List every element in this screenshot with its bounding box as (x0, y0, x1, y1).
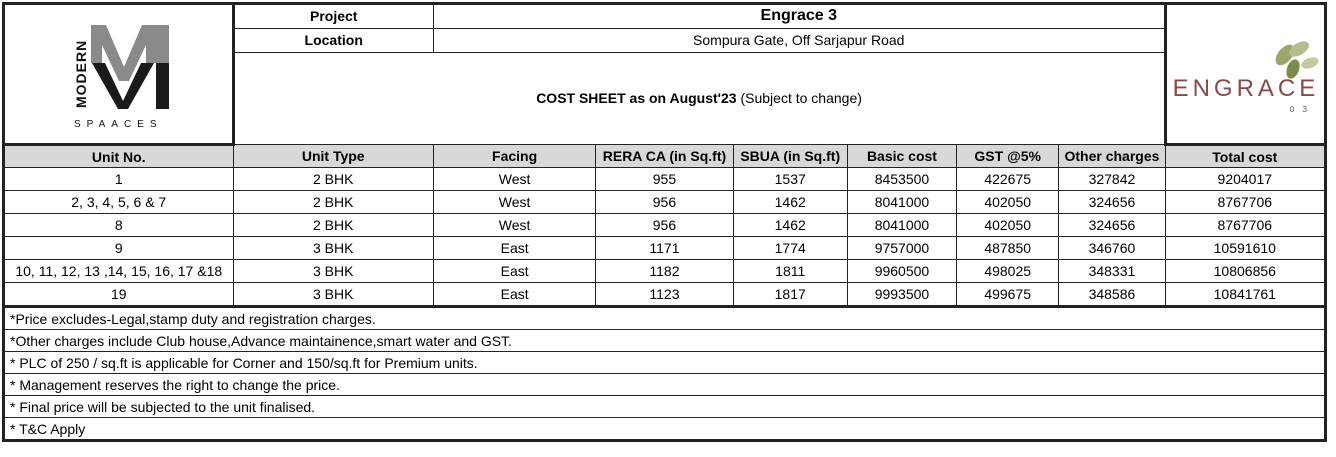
cell-gst: 487850 (957, 237, 1059, 260)
cost-sheet-table (2, 2, 1327, 442)
cell-total-cost: 10806856 (1165, 260, 1325, 283)
modern-spaaces-logo (4, 4, 234, 145)
cell-other-charges: 324656 (1059, 214, 1165, 237)
cell-basic-cost: 9757000 (847, 237, 956, 260)
location-label: Location (233, 28, 433, 52)
cell-total-cost: 9204017 (1165, 168, 1325, 191)
cell-total-cost: 10841761 (1165, 283, 1325, 307)
table-row (4, 283, 1326, 307)
cell-sbua: 1811 (733, 260, 847, 283)
cell-unit-no: 8 (4, 214, 234, 237)
col-facing: Facing (433, 145, 595, 168)
location-value: Sompura Gate, Off Sarjapur Road (433, 28, 1165, 52)
cost-sheet-title-note: (Subject to change) (736, 90, 862, 107)
cost-sheet-title-bold: COST SHEET as on August'23 (536, 90, 737, 107)
cell-unit-no: 9 (4, 237, 234, 260)
cell-sbua: 1774 (733, 237, 847, 260)
cell-total-cost: 10591610 (1165, 237, 1325, 260)
table-row (4, 168, 1326, 191)
column-header-row (4, 145, 1326, 168)
cell-other-charges: 324656 (1059, 191, 1165, 214)
col-total-cost: Total cost (1165, 145, 1325, 168)
cell-total-cost: 8767706 (1165, 191, 1325, 214)
cell-sbua: 1537 (733, 168, 847, 191)
engrace-logo (1165, 4, 1325, 145)
cell-other-charges: 346760 (1059, 237, 1165, 260)
col-sbua: SBUA (in Sq.ft) (733, 145, 847, 168)
cell-gst: 402050 (957, 191, 1059, 214)
cell-unit-no: 10, 11, 12, 13 ,14, 15, 16, 17 &18 (4, 260, 234, 283)
cell-rera-ca: 1182 (596, 260, 733, 283)
note-line: * T&C Apply (4, 418, 1326, 441)
cell-other-charges: 348586 (1059, 283, 1165, 307)
cell-other-charges: 327842 (1059, 168, 1165, 191)
note-line: * Management reserves the right to change the price. (4, 374, 1326, 396)
cell-sbua: 1817 (733, 283, 847, 307)
note-line: * Final price will be subjected to the unit finalised. (4, 396, 1326, 418)
cell-facing: East (433, 260, 595, 283)
logo-tagline: SPAACES (73, 119, 163, 130)
cell-basic-cost: 8041000 (847, 214, 956, 237)
col-rera-ca: RERA CA (in Sq.ft) (596, 145, 733, 168)
cell-gst: 422675 (957, 168, 1059, 191)
cell-rera-ca: 1123 (596, 283, 733, 307)
cell-gst: 499675 (957, 283, 1059, 307)
cell-rera-ca: 1171 (596, 237, 733, 260)
cell-sbua: 1462 (733, 191, 847, 214)
cell-facing: West (433, 214, 595, 237)
table-row (4, 237, 1326, 260)
cell-rera-ca: 955 (596, 168, 733, 191)
cell-facing: West (433, 191, 595, 214)
cell-unit-type: 3 BHK (233, 283, 433, 307)
cost-sheet (2, 2, 1329, 442)
cell-unit-type: 2 BHK (233, 168, 433, 191)
cell-rera-ca: 956 (596, 214, 733, 237)
cell-unit-no: 1 (4, 168, 234, 191)
table-row (4, 191, 1326, 214)
cost-sheet-title (233, 52, 1165, 144)
note-line: *Other charges include Club house,Advance maintainence,smart water and GST. (4, 330, 1326, 352)
cell-facing: East (433, 237, 595, 260)
engrace-wordmark: ENGRACE (1172, 75, 1320, 102)
table-row (4, 214, 1326, 237)
note-line: *Price excludes-Legal,stamp duty and registration charges. (4, 307, 1326, 330)
cell-unit-no: 2, 3, 4, 5, 6 & 7 (4, 191, 234, 214)
cell-unit-type: 2 BHK (233, 191, 433, 214)
col-basic-cost: Basic cost (847, 145, 956, 168)
cell-gst: 402050 (957, 214, 1059, 237)
project-label: Project (233, 4, 433, 29)
logo-vertical-text: MODERN (72, 39, 89, 108)
leaf-icon (1167, 5, 1325, 143)
engrace-suffix: 0 3 (1289, 105, 1310, 114)
cell-basic-cost: 9993500 (847, 283, 956, 307)
cell-other-charges: 348331 (1059, 260, 1165, 283)
col-other-charges: Other charges (1059, 145, 1165, 168)
col-unit-no: Unit No. (4, 145, 234, 168)
cell-unit-type: 3 BHK (233, 260, 433, 283)
cell-unit-type: 3 BHK (233, 237, 433, 260)
cell-total-cost: 8767706 (1165, 214, 1325, 237)
cell-facing: East (433, 283, 595, 307)
cell-sbua: 1462 (733, 214, 847, 237)
project-value: Engrace 3 (433, 4, 1165, 29)
col-unit-type: Unit Type (233, 145, 433, 168)
note-line: * PLC of 250 / sq.ft is applicable for Corner and 150/sq.ft for Premium units. (4, 352, 1326, 374)
cell-unit-type: 2 BHK (233, 214, 433, 237)
cell-basic-cost: 8453500 (847, 168, 956, 191)
table-row (4, 260, 1326, 283)
cell-gst: 498025 (957, 260, 1059, 283)
cell-unit-no: 19 (4, 283, 234, 307)
col-gst: GST @5% (957, 145, 1059, 168)
cell-basic-cost: 8041000 (847, 191, 956, 214)
modern-spaaces-logo-icon (6, 5, 231, 143)
cell-basic-cost: 9960500 (847, 260, 956, 283)
cell-rera-ca: 956 (596, 191, 733, 214)
cell-facing: West (433, 168, 595, 191)
